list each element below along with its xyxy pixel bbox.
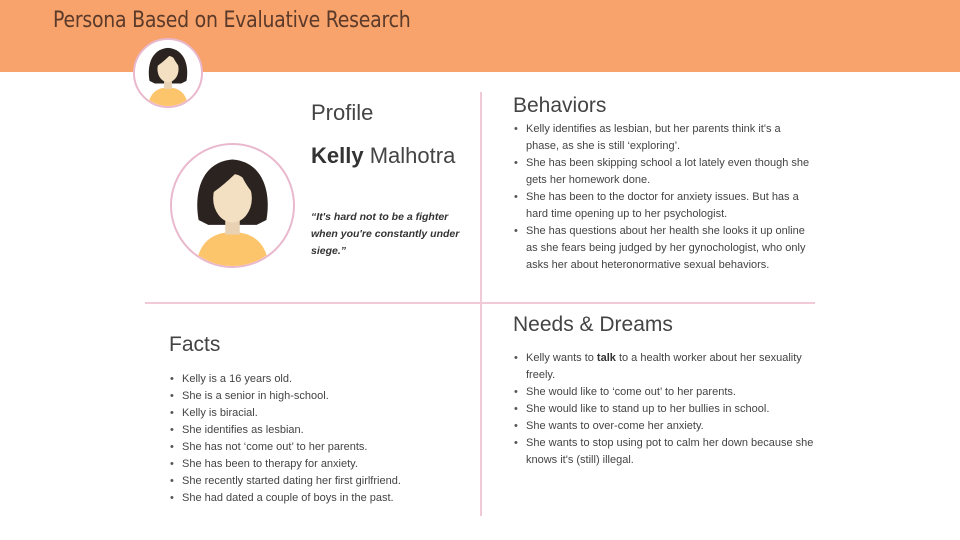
needs-item-text: Kelly wants to	[526, 352, 597, 364]
profile-heading: Profile	[311, 100, 374, 125]
page-title: Persona Based on Evaluative Research	[53, 8, 411, 33]
list-item: • Kelly is biracial.	[182, 405, 472, 422]
needs-heading: Needs & Dreams	[513, 313, 673, 336]
list-item: • She is a senior in high-school.	[182, 388, 472, 405]
horizontal-divider	[145, 302, 815, 304]
header-avatar	[133, 38, 203, 108]
needs-item-emphasis: talk	[596, 352, 616, 364]
list-item: • She has been to the doctor for anxiety issues. But has a hard time opening up to her psychologist.	[526, 189, 816, 223]
list-item: • Kelly is a 16 years old.	[182, 371, 472, 388]
list-item: • She would like to stand up to her bullies in school.	[526, 401, 818, 418]
female-persona-avatar-icon	[135, 40, 201, 106]
list-item: • She identifies as lesbian.	[182, 422, 472, 439]
persona-quote: “It's hard not to be a fighter when you're constantly under siege.”	[311, 211, 460, 257]
facts-heading: Facts	[169, 333, 221, 356]
needs-item-text: to a health worker about her sexuality freely.	[526, 352, 802, 381]
female-persona-avatar-icon	[172, 145, 293, 266]
list-item: • She has been skipping school a lot lately even though she gets her homework done.	[526, 155, 816, 189]
list-item: • She has been to therapy for anxiety.	[182, 456, 472, 473]
list-item: • She would like to ‘come out’ to her parents.	[526, 384, 818, 401]
persona-last-name: Malhotra	[369, 143, 456, 168]
vertical-divider	[480, 92, 482, 516]
list-item: • She wants to stop using pot to calm her down because she knows it's (still) illegal.	[526, 435, 818, 469]
facts-list	[169, 371, 472, 507]
list-item: • She has questions about her health she looks it up online as she fears being judged by her gynochologist, who only asks her about heteronormative sexual behaviors.	[526, 223, 816, 274]
list-item	[526, 350, 818, 384]
behaviors-heading: Behaviors	[513, 94, 607, 117]
list-item: • Kelly identifies as lesbian, but her parents think it's a phase, as she is still ‘exploring’.	[526, 121, 816, 155]
list-item: • She wants to over-come her anxiety.	[526, 418, 818, 435]
list-item: • She recently started dating her first girlfriend.	[182, 473, 472, 490]
list-item: • She had dated a couple of boys in the past.	[182, 490, 472, 507]
profile-avatar	[170, 143, 295, 268]
list-item: • She has not ‘come out’ to her parents.	[182, 439, 472, 456]
needs-list	[513, 350, 818, 469]
behaviors-list	[513, 121, 816, 274]
persona-name	[311, 143, 455, 169]
persona-first-name: Kelly	[311, 143, 364, 168]
